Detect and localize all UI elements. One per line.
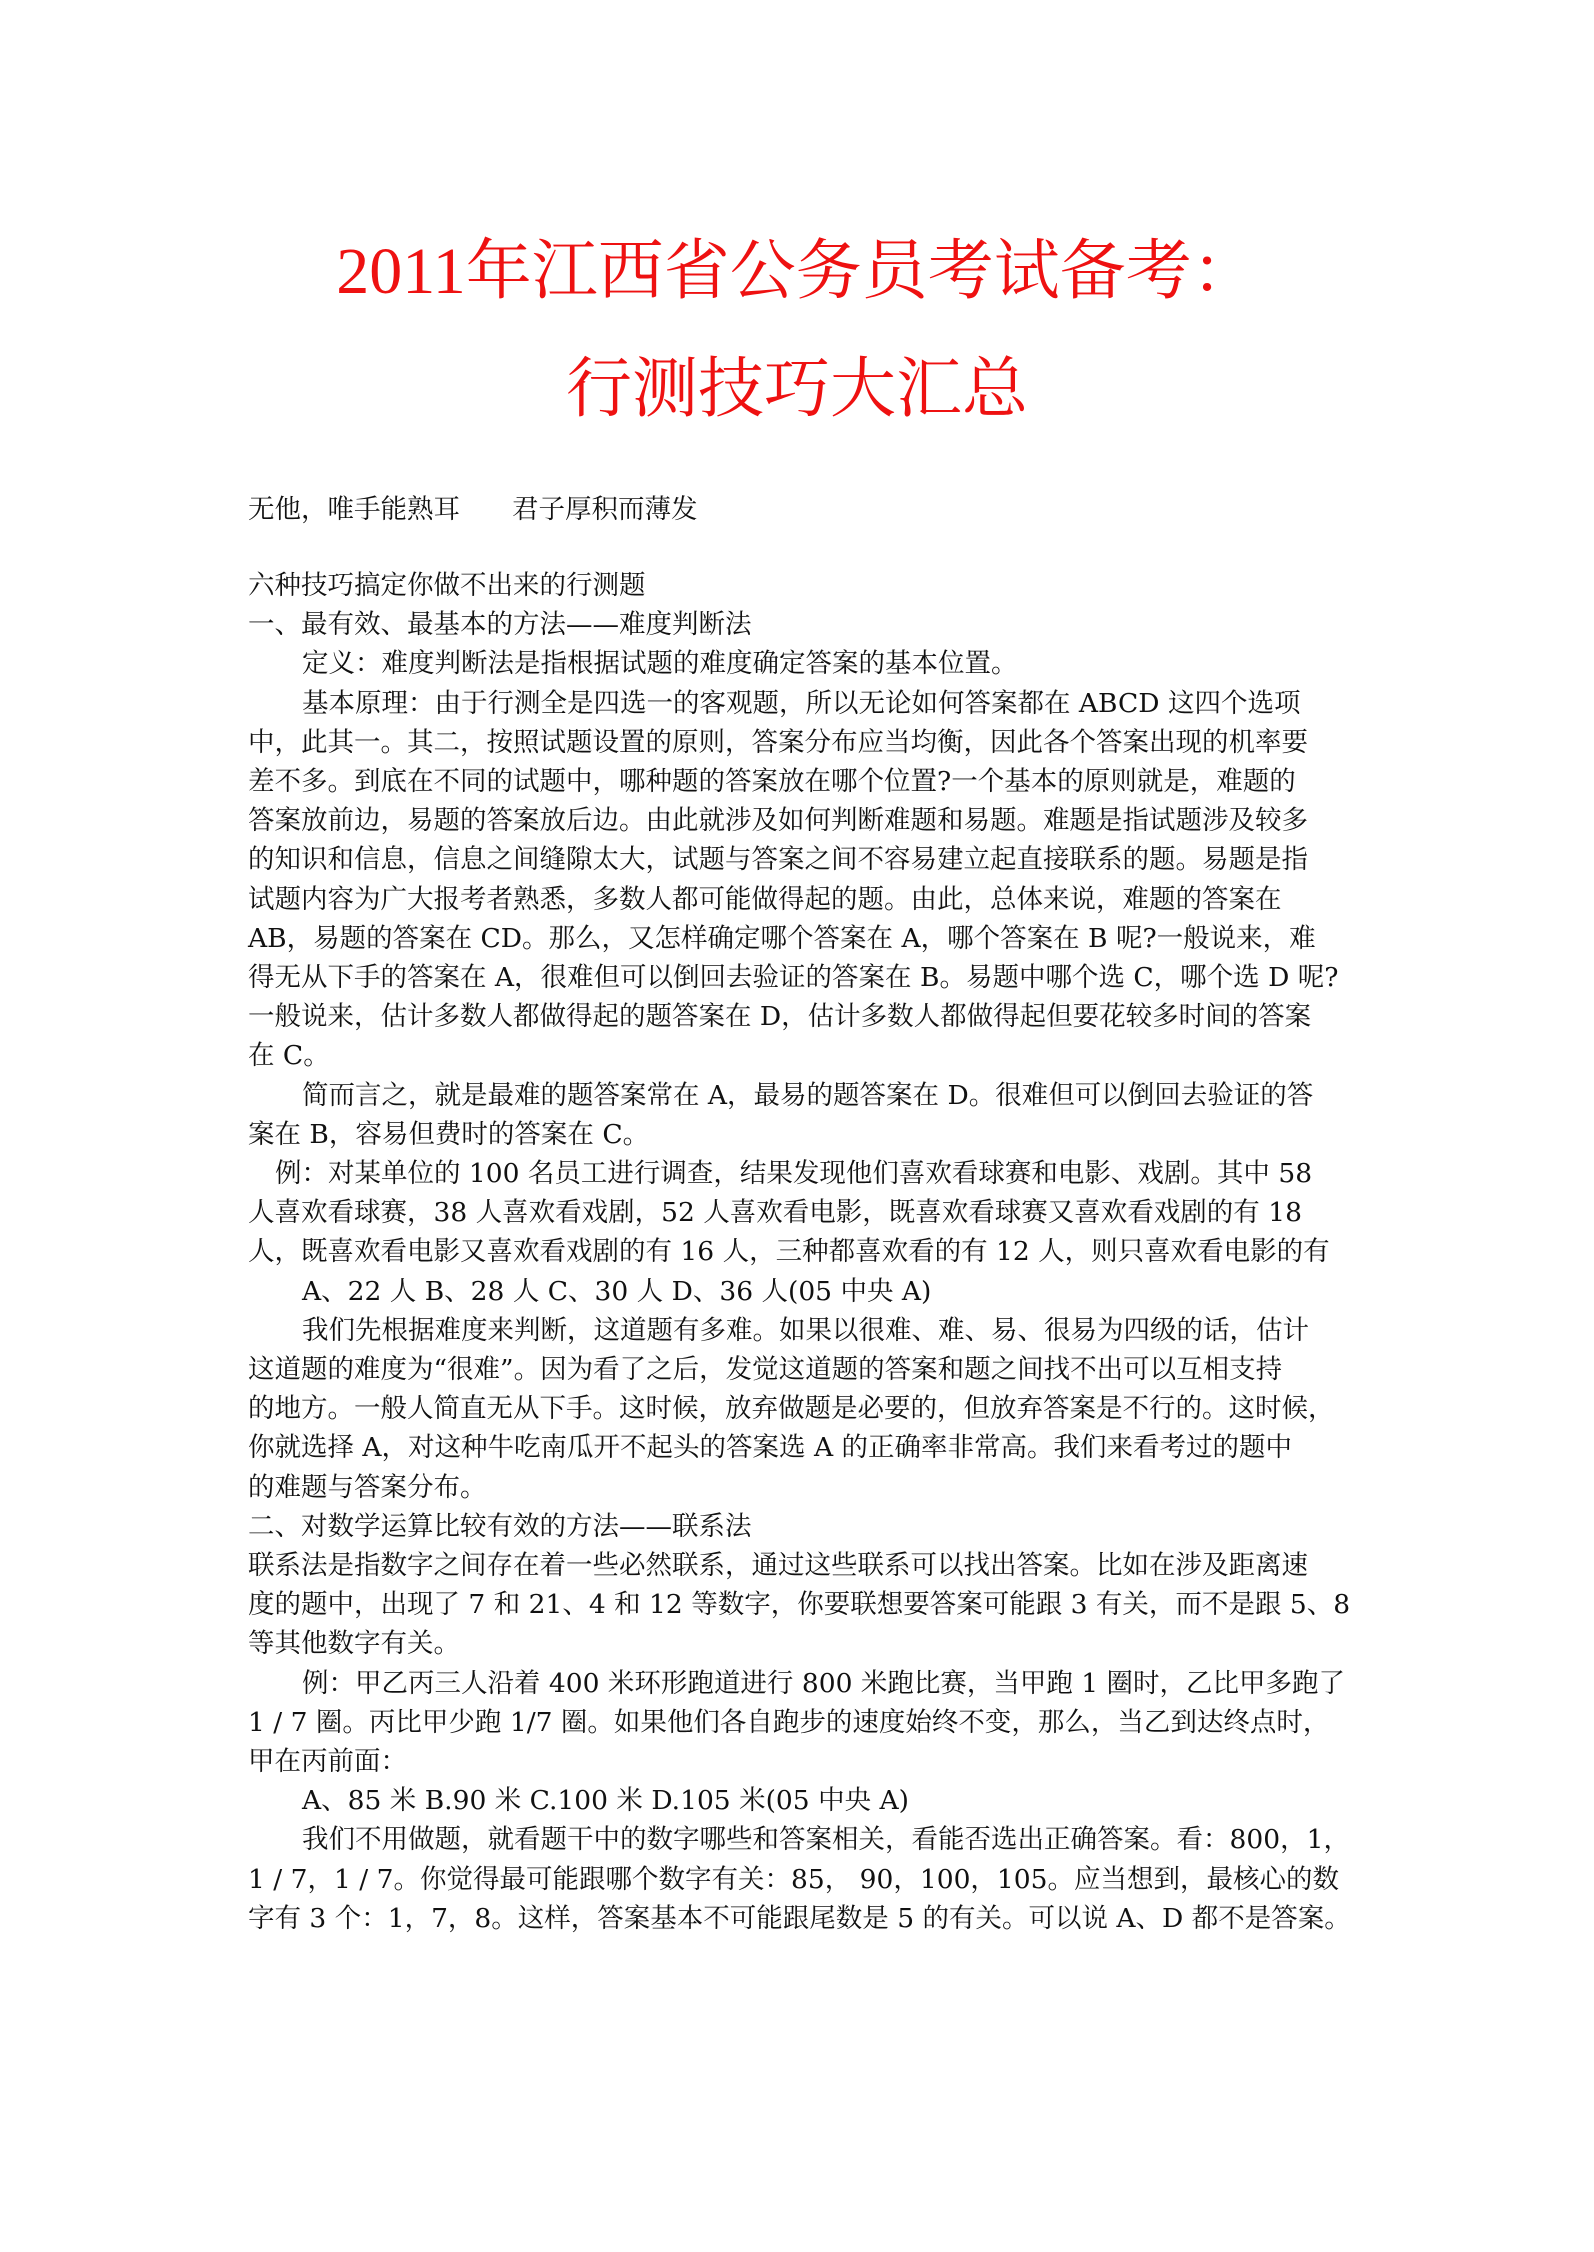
paragraph-line: 例：对某单位的 100 名员工进行调查，结果发现他们喜欢看球赛和电影、戏剧。其中 58 bbox=[275, 1158, 1313, 1189]
paragraph-line: 的知识和信息，信息之间缝隙太大，试题与答案之间不容易建立起直接联系的题。易题是指 bbox=[248, 844, 1308, 876]
paragraph-line: 中，此其一。其二，按照试题设置的原则，答案分布应当均衡，因此各个答案出现的机率要 bbox=[248, 726, 1308, 758]
paragraph-line: A、22 人 B、28 人 C、30 人 D、36 人(05 中央 A) bbox=[302, 1275, 932, 1307]
paragraph-line: 例：甲乙丙三人沿着 400 米环形跑道进行 800 米跑比赛，当甲跑 1 圈时，乙比甲多跑了 bbox=[302, 1667, 1346, 1699]
paragraph-line: 六种技巧搞定你做不出来的行测题 bbox=[248, 570, 646, 601]
paragraph-line: 一般说来，估计多数人都做得起的题答案在 D，估计多数人都做得起但要花较多时间的答案 bbox=[248, 1001, 1312, 1033]
paragraph-line: 这道题的难度为“很难”。因为看了之后，发觉这道题的答案和题之间找不出可以互相支持 bbox=[248, 1354, 1283, 1385]
paragraph-line: 联系法是指数字之间存在着一些必然联系，通过这些联系可以找出答案。比如在涉及距离速 bbox=[248, 1550, 1308, 1581]
paragraph-line: 你就选择 A，对这种牛吃南瓜开不起头的答案选 A 的正确率非常高。我们来看考过的题中 bbox=[248, 1432, 1293, 1464]
paragraph-line: 的地方。一般人简直无从下手。这时候，放弃做题是必要的，但放弃答案是不行的。这时候， bbox=[248, 1393, 1335, 1425]
motto-left: 无他，唯手能熟耳 bbox=[248, 494, 460, 525]
paragraph-line: 人，既喜欢看电影又喜欢看戏剧的有 16 人，三种都喜欢看的有 12 人，则只喜欢看电影的有 bbox=[248, 1236, 1330, 1268]
paragraph-line: 人喜欢看球赛，38 人喜欢看戏剧，52 人喜欢看电影，既喜欢看球赛又喜欢看戏剧的有 18 bbox=[248, 1197, 1302, 1229]
paragraph-line: 差不多。到底在不同的试题中，哪种题的答案放在哪个位置?一个基本的原则就是，难题的 bbox=[248, 766, 1296, 797]
paragraph-line: 一、最有效、最基本的方法——难度判断法 bbox=[248, 609, 752, 641]
paragraph-line: 案在 B，容易但费时的答案在 C。 bbox=[248, 1118, 650, 1150]
paragraph-line: 试题内容为广大报考者熟悉，多数人都可能做得起的题。由此，总体来说，难题的答案在 bbox=[248, 883, 1282, 915]
document-title-line-1: 2011年江西省公务员考试备考： bbox=[336, 235, 1258, 308]
paragraph-line: 基本原理：由于行测全是四选一的客观题，所以无论如何答案都在 ABCD 这四个选项 bbox=[302, 687, 1301, 719]
paragraph-line: 甲在丙前面： bbox=[248, 1746, 407, 1777]
paragraph-line: 在 C。 bbox=[248, 1040, 330, 1072]
paragraph-line: 我们先根据难度来判断，这道题有多难。如果以很难、难、易、很易为四级的话，估计 bbox=[302, 1314, 1309, 1346]
motto-right: 君子厚积而薄发 bbox=[512, 494, 698, 525]
motto-line bbox=[248, 490, 698, 530]
paragraph-line: 1 / 7，1 / 7。你觉得最可能跟哪个数字有关：85， 90，100，105。应当想到，最核心的数 bbox=[248, 1863, 1340, 1895]
paragraph-line: 得无从下手的答案在 A，很难但可以倒回去验证的答案在 B。易题中哪个选 C，哪个选 D 呢? bbox=[248, 962, 1339, 993]
paragraph-line: 字有 3 个：1，7，8。这样，答案基本不可能跟尾数是 5 的有关。可以说 A、D 都不是答案。 bbox=[248, 1902, 1351, 1934]
paragraph-line: 答案放前边，易题的答案放后边。由此就涉及如何判断难题和易题。难题是指试题涉及较多 bbox=[248, 805, 1308, 837]
paragraph-line: 二、对数学运算比较有效的方法——联系法 bbox=[248, 1510, 752, 1542]
paragraph-line: 的难题与答案分布。 bbox=[248, 1471, 487, 1503]
paragraph-line: 简而言之，就是最难的题答案常在 A，最易的题答案在 D。很难但可以倒回去验证的答 bbox=[302, 1079, 1314, 1111]
document-title-line-2: 行测技巧大汇总 bbox=[566, 353, 1028, 426]
paragraph-line: 定义：难度判断法是指根据试题的难度确定答案的基本位置。 bbox=[302, 648, 1018, 680]
paragraph-line: A、85 米 B.90 米 C.100 米 D.105 米(05 中央 A) bbox=[302, 1785, 909, 1817]
paragraph-line: AB，易题的答案在 CD。那么，又怎样确定哪个答案在 A，哪个答案在 B 呢?一般说来，难 bbox=[248, 922, 1316, 954]
paragraph-line: 1 / 7 圈。丙比甲少跑 1/7 圈。如果他们各自跑步的速度始终不变，那么，当乙到达终点时， bbox=[248, 1706, 1330, 1738]
paragraph-line: 我们不用做题，就看题干中的数字哪些和答案相关，看能否选出正确答案。看：800，1， bbox=[302, 1824, 1350, 1856]
paragraph-line: 度的题中，出现了 7 和 21、4 和 12 等数字，你要联想要答案可能跟 3 有关，而不是跟 5、8 bbox=[248, 1589, 1351, 1621]
paragraph-line: 等其他数字有关。 bbox=[248, 1628, 460, 1660]
